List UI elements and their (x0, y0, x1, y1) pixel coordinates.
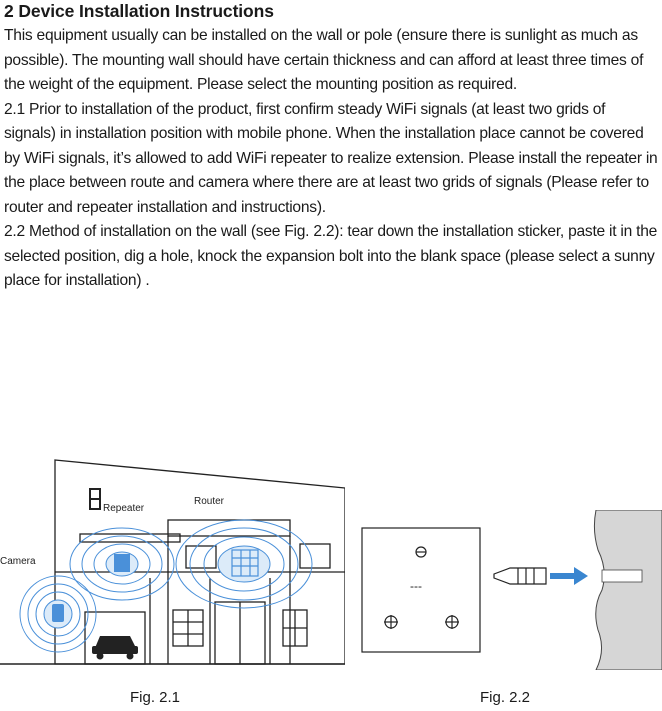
camera-icon (52, 604, 64, 622)
figure-2-1-caption: Fig. 2.1 (130, 689, 181, 706)
car-icon (92, 636, 138, 660)
router-signal-rings (176, 520, 312, 608)
label-router: Router (194, 496, 225, 507)
insert-arrow-icon (550, 567, 588, 585)
expansion-bolt-icon (494, 568, 546, 584)
instructions-body (4, 24, 660, 294)
figure-2-2-caption: Fig. 2.2 (480, 689, 531, 706)
drilled-hole (602, 570, 642, 582)
figure-2-2-wall-diagram (350, 510, 662, 670)
wall-section (594, 510, 662, 670)
label-repeater: Repeater (103, 503, 145, 514)
paragraph-intro: This equipment usually can be installed on the wall or pole (ensure there is sunlight as much as possible). The mounting wall should have certain thickness and can afford at least three times of the weight of the equipment. Please select the mounting position as required. (4, 27, 644, 93)
figure-2-1-house-diagram (0, 452, 345, 684)
section-title: 2 Device Installation Instructions (4, 1, 274, 21)
sticker-center-dash: --- (410, 579, 422, 593)
paragraph-2-1: 2.1 Prior to installation of the product, first confirm steady WiFi signals (at least two grids of signals) in installation position with mobile phone. When the installation place cannot be covered by WiFi signals, it’s allowed to add WiFi repeater to realize extension. Please install the repeater in the place between route and camera where there are at least two grids of signals (Please refer to router and repeater installation and instructions). (4, 100, 658, 216)
repeater-device-icon (114, 554, 130, 572)
label-camera: Camera (0, 556, 36, 567)
paragraph-2-2: 2.2 Method of installation on the wall (see Fig. 2.2): tear down the installation sticker, paste it in the selected position, dig a hole, knock the expansion bolt into the blank space (please select a sunny place for installation) . (4, 223, 658, 289)
